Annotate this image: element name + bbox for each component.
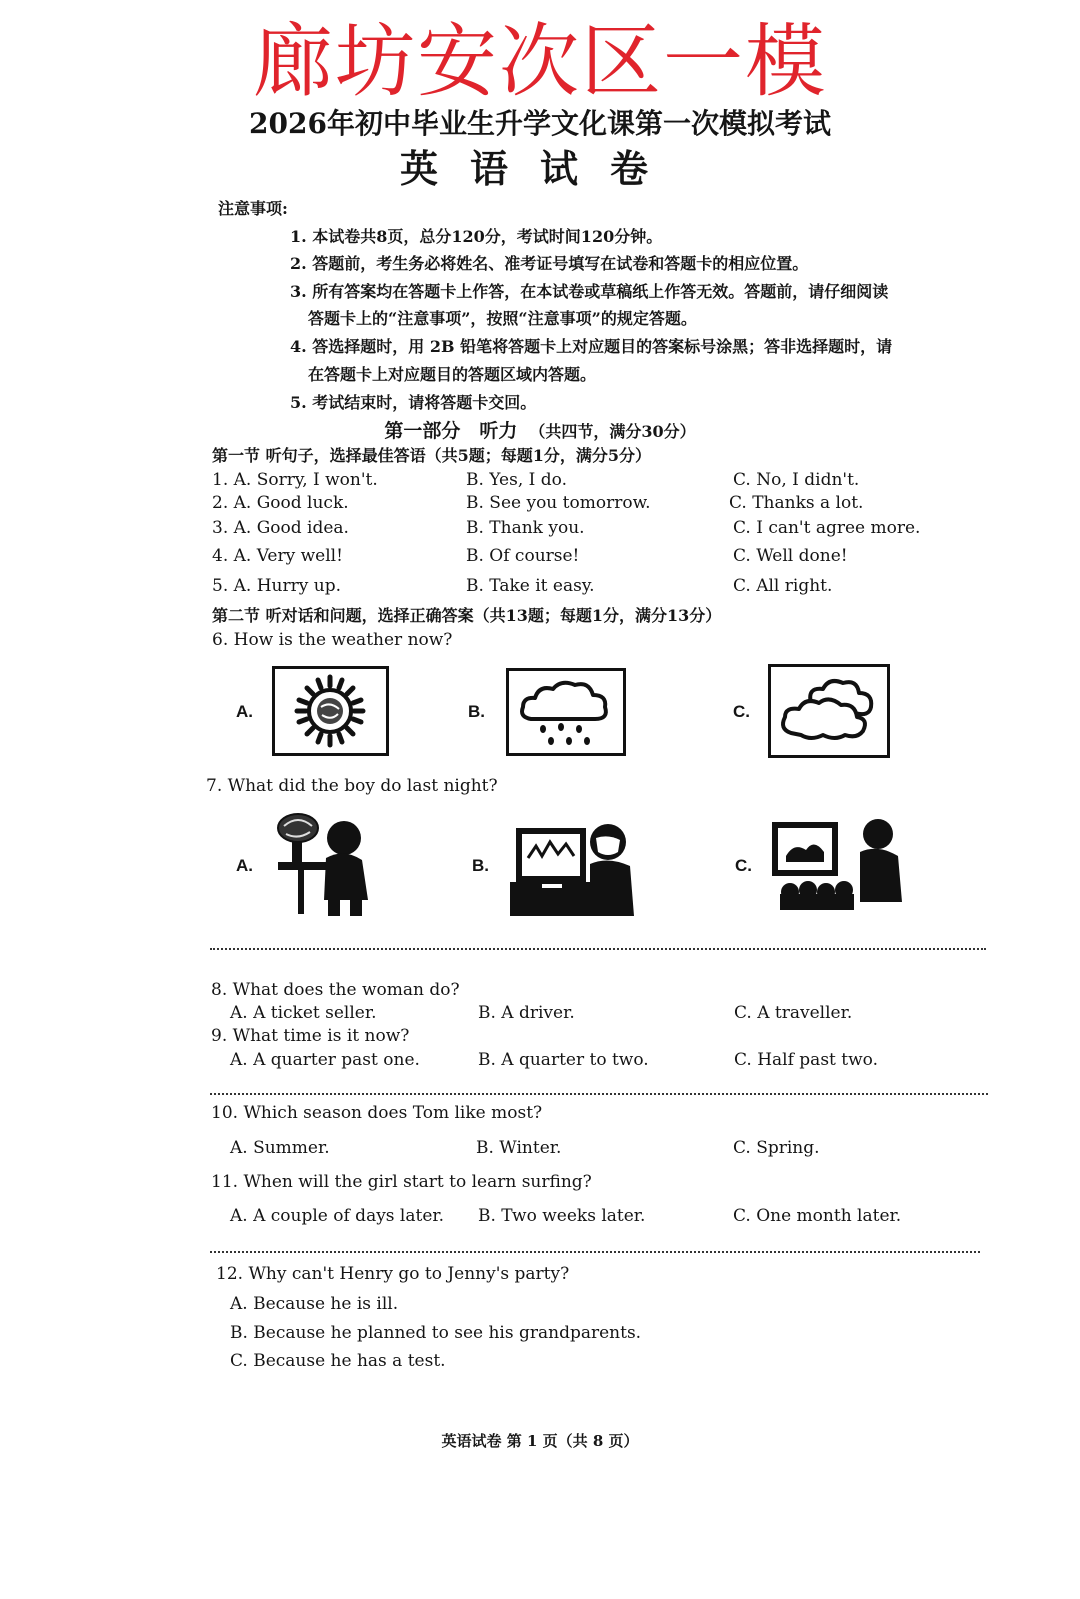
q5-option-a: 5. A. Hurry up. — [212, 576, 341, 596]
q10-option-b: B. Winter. — [476, 1138, 562, 1158]
q11-option-a: A. A couple of days later. — [230, 1206, 445, 1226]
exam-subtitle: 2026年初中毕业生升学文化课第一次模拟考试 — [249, 107, 831, 140]
divider-1 — [210, 948, 986, 950]
note-1: 1. 本试卷共8页，总分120分，考试时间120分钟。 — [290, 227, 663, 246]
q4-option-b: B. Of course! — [466, 546, 580, 566]
q3-option-b: B. Thank you. — [466, 518, 585, 538]
page-footer: 英语试卷 第 1 页（共 8 页） — [441, 1432, 639, 1450]
q5-option-b: B. Take it easy. — [466, 576, 595, 596]
q9-option-c: C. Half past two. — [734, 1050, 879, 1070]
q8-option-c: C. A traveller. — [734, 1003, 853, 1023]
tv-icon — [768, 812, 908, 914]
q6-cloudy-picture — [768, 664, 890, 758]
q6-label-c: C. — [733, 702, 750, 721]
q3-option-c: C. I can't agree more. — [733, 518, 921, 538]
q8-option-a: A. A ticket seller. — [230, 1003, 377, 1023]
q1-option-b: B. Yes, I do. — [466, 470, 567, 490]
q9-option-b: B. A quarter to two. — [478, 1050, 649, 1070]
q2-option-c: C. Thanks a lot. — [729, 493, 864, 513]
q1-option-c: C. No, I didn't. — [733, 470, 860, 490]
note-3-cont: 答题卡上的“注意事项”，按照“注意事项”的规定答题。 — [308, 309, 697, 328]
q7-boy-eating-picture — [268, 808, 383, 920]
q10-question: 10. Which season does Tom like most? — [211, 1103, 543, 1123]
q6-question: 6. How is the weather now? — [212, 630, 453, 650]
q10-option-a: A. Summer. — [230, 1138, 330, 1158]
note-3: 3. 所有答案均在答题卡上作答，在本试卷或草稿纸上作答无效。答题前，请仔细阅读 — [290, 282, 889, 301]
sun-icon — [275, 669, 386, 753]
note-4-cont: 在答题卡上对应题目的答题区域内答题。 — [308, 365, 597, 384]
q12-option-a: A. Because he is ill. — [230, 1294, 399, 1314]
q3-option-a: 3. A. Good idea. — [212, 518, 349, 538]
q12-option-c: C. Because he has a test. — [230, 1351, 446, 1371]
q4-option-c: C. Well done! — [733, 546, 848, 566]
q7-label-a: A. — [236, 856, 253, 875]
q7-boy-computer-picture — [508, 812, 643, 918]
section2-heading: 第二节 听对话和问题，选择正确答案（共13题；每题1分，满分13分） — [212, 606, 722, 625]
q6-sun-picture — [272, 666, 389, 756]
q12-option-b: B. Because he planned to see his grandparents. — [230, 1323, 642, 1343]
boy-eating-icon — [268, 808, 383, 920]
notes-label: 注意事项: — [218, 199, 288, 218]
q9-option-a: A. A quarter past one. — [230, 1050, 420, 1070]
note-5: 5. 考试结束时，请将答题卡交回。 — [290, 393, 537, 412]
part1-title — [0, 419, 1080, 444]
q12-question: 12. Why can't Henry go to Jenny's party? — [216, 1264, 570, 1284]
q4-option-a: 4. A. Very well! — [212, 546, 343, 566]
banner-title: 廊坊安次区一模 — [253, 15, 827, 108]
q9-question: 9. What time is it now? — [211, 1026, 410, 1046]
note-2: 2. 答题前，考生务必将姓名、准考证号填写在试卷和答题卡的相应位置。 — [290, 254, 809, 273]
q2-option-b: B. See you tomorrow. — [466, 493, 651, 513]
q7-question: 7. What did the boy do last night? — [206, 776, 498, 796]
q6-rain-picture — [506, 668, 626, 756]
rain-cloud-icon — [509, 671, 623, 753]
q7-label-b: B. — [472, 856, 489, 875]
cloud-icon — [771, 667, 887, 755]
note-4: 4. 答选择题时，用 2B 铅笔将答题卡上对应题目的答案标号涂黑；答非选择题时，请 — [290, 337, 893, 356]
q11-option-c: C. One month later. — [733, 1206, 902, 1226]
q8-question: 8. What does the woman do? — [211, 980, 460, 1000]
q8-option-b: B. A driver. — [478, 1003, 575, 1023]
q11-option-b: B. Two weeks later. — [478, 1206, 646, 1226]
exam-title: 英语试卷 — [399, 146, 680, 191]
divider-3 — [210, 1251, 980, 1253]
q1-option-a: 1. A. Sorry, I won't. — [212, 470, 378, 490]
q10-option-c: C. Spring. — [733, 1138, 820, 1158]
part1-note: （共四节，满分30分） — [529, 422, 696, 441]
q5-option-c: C. All right. — [733, 576, 833, 596]
q6-label-a: A. — [236, 702, 253, 721]
q7-label-c: C. — [735, 856, 752, 875]
section1-heading: 第一节 听句子，选择最佳答语（共5题；每题1分，满分5分） — [212, 446, 651, 465]
q6-label-b: B. — [468, 702, 485, 721]
part1-heading: 第一部分 听力 — [384, 420, 518, 442]
computer-icon — [508, 812, 643, 918]
q7-boy-tv-picture — [768, 812, 908, 914]
q2-option-a: 2. A. Good luck. — [212, 493, 349, 513]
q11-question: 11. When will the girl start to learn surfing? — [211, 1172, 592, 1192]
divider-2 — [210, 1093, 988, 1095]
